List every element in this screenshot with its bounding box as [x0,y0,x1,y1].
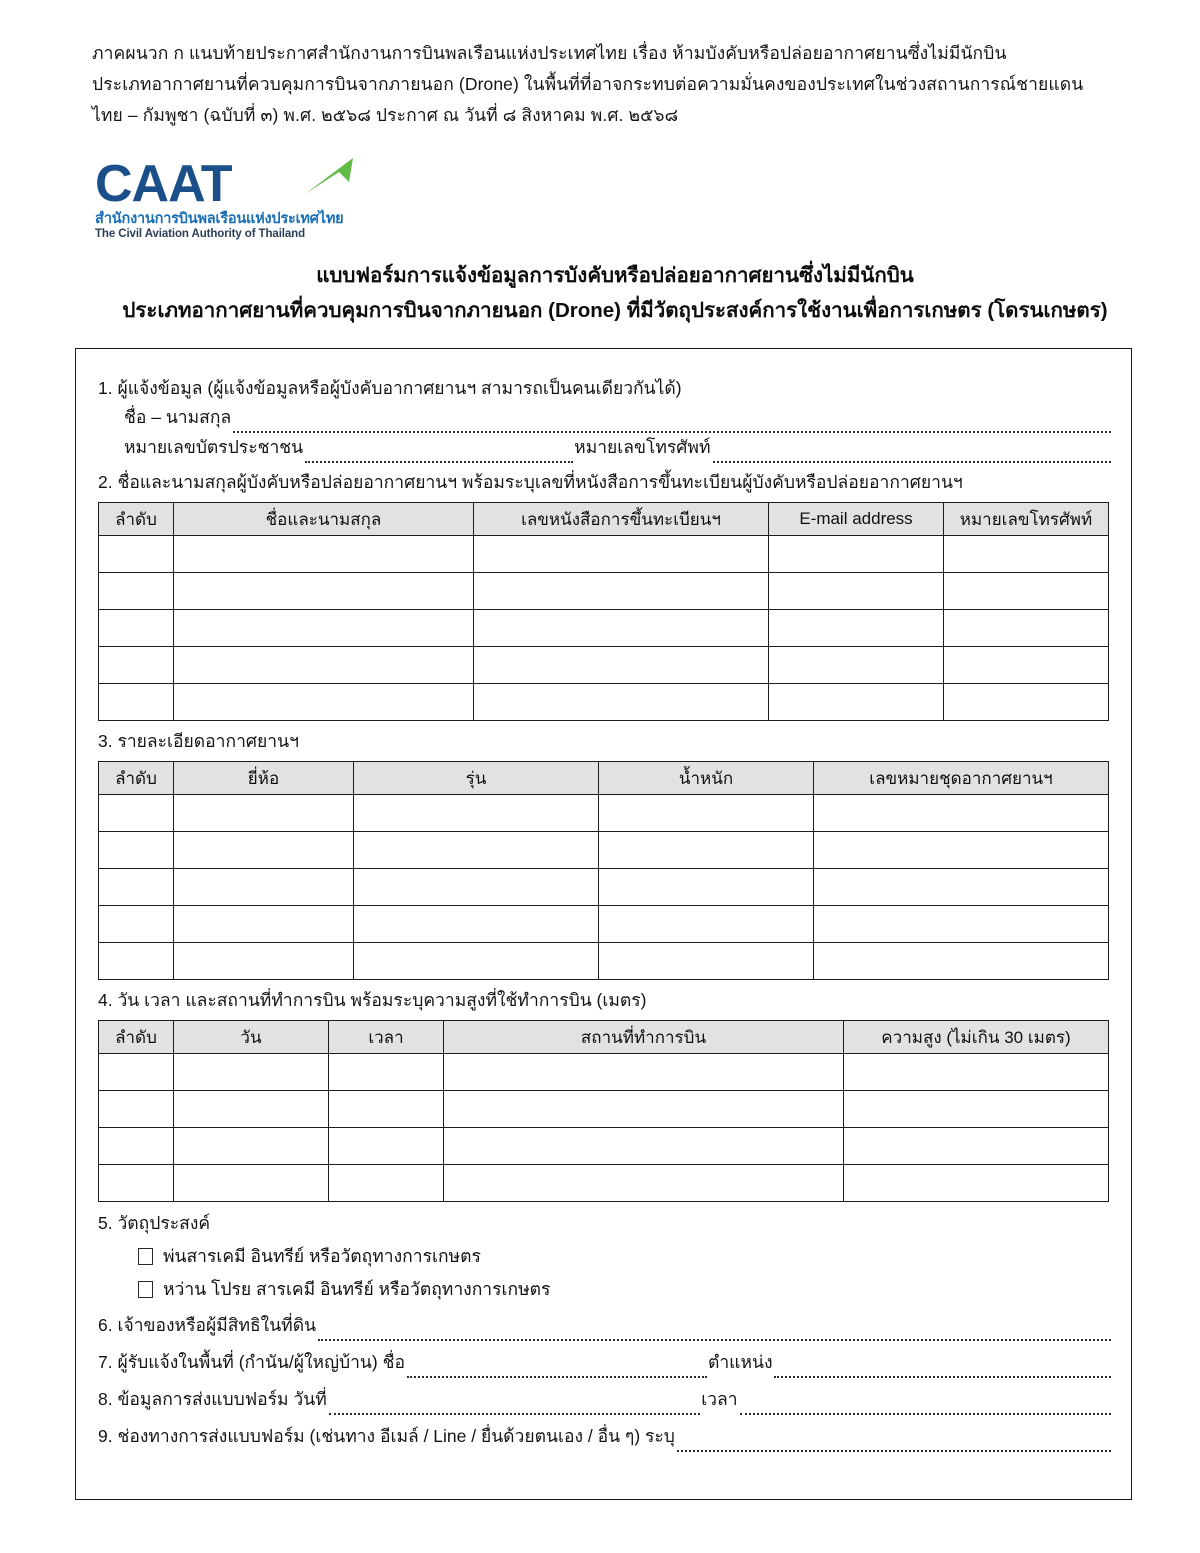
cell-registration-number[interactable] [474,573,769,610]
flight-table-body [99,1054,1109,1202]
cell-phone[interactable] [944,610,1109,647]
table-row [99,943,1109,980]
table-row [99,1091,1109,1128]
cell-time[interactable] [329,1128,444,1165]
aircraft-details-table [98,761,1109,980]
logo-english-name: The Civil Aviation Authority of Thailand [95,228,306,240]
section-1-heading: 1. ผู้แจ้งข้อมูล (ผู้แจ้งข้อมูลหรือผู้บังคับอากาศยานฯ สามารถเป็นคนเดียวกันได้) [98,378,682,398]
cell-phone[interactable] [944,647,1109,684]
flight-table-header-row [99,1021,1109,1054]
cell-seq[interactable] [99,610,174,647]
table-row [99,832,1109,869]
cell-weight[interactable] [599,943,814,980]
purpose-option-spread[interactable] [98,1274,1112,1304]
submission-time-label: เวลา [701,1389,738,1409]
cell-email[interactable] [769,573,944,610]
submission-date-label: 8. ข้อมูลการส่งแบบฟอร์ม วันที่ [98,1389,327,1409]
cell-seq[interactable] [99,906,174,943]
cell-seq[interactable] [99,573,174,610]
cell-weight[interactable] [599,795,814,832]
aircraft-table-header-row [99,762,1109,795]
cell-seq[interactable] [99,795,174,832]
checkbox-icon[interactable] [138,1281,153,1298]
cell-time[interactable] [329,1091,444,1128]
local-receiver-position-label: ตำแหน่ง [707,1352,773,1372]
table-row [99,906,1109,943]
col-phone: หมายเลขโทรศัพท์ [944,503,1109,536]
national-id-input-line[interactable] [305,448,573,463]
cell-location[interactable] [444,1165,844,1202]
cell-model[interactable] [354,943,599,980]
submission-channel-label: 9. ช่องทางการส่งแบบฟอร์ม (เช่นทาง อีเมล์ / Line / ยื่นด้วยตนเอง / อื่น ๆ) ระบุ [98,1426,675,1446]
cell-registration-number[interactable] [474,647,769,684]
submission-channel-input-line[interactable] [677,1437,1111,1452]
local-receiver-label: 7. ผู้รับแจ้งในพื้นที่ (กำนัน/ผู้ใหญ่บ้าน) ชื่อ [98,1352,405,1372]
col-seq: ลำดับ [99,503,174,536]
section-7-row [98,1348,1112,1378]
national-id-label: หมายเลขบัตรประชาชน [124,437,304,457]
name-label: ชื่อ – นามสกุล [124,407,232,427]
cell-model[interactable] [354,906,599,943]
section-6-row [98,1311,1112,1341]
cell-seq[interactable] [99,869,174,906]
col-time: เวลา [329,1021,444,1054]
cell-seq[interactable] [99,1091,174,1128]
col-email: E-mail address [769,503,944,536]
cell-date[interactable] [174,1091,329,1128]
cell-seq[interactable] [99,647,174,684]
form-title-line-2: ประเภทอากาศยานที่ควบคุมการบินจากภายนอก (Drone) ที่มีวัตถุประสงค์การใช้งานเพื่อการเกษตร (โดรนเกษตร) [122,299,1108,322]
cell-weight[interactable] [599,906,814,943]
cell-brand[interactable] [174,869,354,906]
cell-seq[interactable] [99,1128,174,1165]
document-header-paragraph [92,38,1147,131]
cell-fullname[interactable] [174,536,474,573]
cell-brand[interactable] [174,943,354,980]
landowner-label: 6. เจ้าของหรือผู้มีสิทธิในที่ดิน [98,1315,317,1335]
cell-fullname[interactable] [174,610,474,647]
form-title-line-1: แบบฟอร์มการแจ้งข้อมูลการบังคับหรือปล่อยอากาศยานซึ่งไม่มีนักบิน [316,264,914,287]
logo-acronym-text: CAAT [95,155,232,213]
cell-fullname[interactable] [174,647,474,684]
submission-time-input-line[interactable] [740,1400,1111,1415]
cell-fullname[interactable] [174,573,474,610]
operators-table [98,502,1109,721]
cell-serial-number[interactable] [814,943,1109,980]
col-date: วัน [174,1021,329,1054]
table-row [99,536,1109,573]
section-5-heading: 5. วัตถุประสงค์ [98,1213,211,1233]
local-receiver-name-input-line[interactable] [407,1363,707,1378]
local-receiver-position-input-line[interactable] [774,1363,1111,1378]
table-row [99,610,1109,647]
cell-model[interactable] [354,795,599,832]
aircraft-table-body [99,795,1109,980]
cell-serial-number[interactable] [814,906,1109,943]
logo-thai-name: สำนักงานการบินพลเรือนแห่งประเทศไทย [95,211,344,227]
section-1-id-phone-row [98,433,1112,463]
cell-altitude[interactable] [844,1054,1109,1091]
form-title [80,258,1150,328]
purpose-option-spread-label: หว่าน โปรย สารเคมี อินทรีย์ หรือวัตถุทางการเกษตร [163,1279,551,1299]
cell-time[interactable] [329,1165,444,1202]
col-fullname: ชื่อและนามสกุล [174,503,474,536]
col-serial-number: เลขหมายชุดอากาศยานฯ [814,762,1109,795]
cell-serial-number[interactable] [814,869,1109,906]
cell-altitude[interactable] [844,1165,1109,1202]
cell-brand[interactable] [174,832,354,869]
purpose-option-spray[interactable] [98,1241,1112,1271]
table-row [99,684,1109,721]
cell-time[interactable] [329,1054,444,1091]
cell-fullname[interactable] [174,684,474,721]
cell-email[interactable] [769,536,944,573]
cell-phone[interactable] [944,684,1109,721]
cell-seq[interactable] [99,684,174,721]
cell-brand[interactable] [174,906,354,943]
col-seq: ลำดับ [99,1021,174,1054]
cell-date[interactable] [174,1165,329,1202]
operators-table-header-row [99,503,1109,536]
checkbox-icon[interactable] [138,1248,153,1265]
section-3-heading: 3. รายละเอียดอากาศยานฯ [98,731,299,751]
phone-label: หมายเลขโทรศัพท์ [574,437,711,457]
cell-altitude[interactable] [844,1091,1109,1128]
section-1-name-row [98,403,1112,433]
form-body-frame [75,348,1132,1500]
cell-brand[interactable] [174,795,354,832]
table-row [99,1128,1109,1165]
name-input-line[interactable] [233,418,1111,433]
submission-date-input-line[interactable] [329,1400,700,1415]
cell-location[interactable] [444,1128,844,1165]
table-row [99,647,1109,684]
purpose-option-spray-label: พ่นสารเคมี อินทรีย์ หรือวัตถุทางการเกษตร [163,1246,481,1266]
cell-email[interactable] [769,684,944,721]
cell-date[interactable] [174,1128,329,1165]
col-model: รุ่น [354,762,599,795]
form-content [98,373,1112,1452]
cell-seq[interactable] [99,1054,174,1091]
phone-input-line[interactable] [713,448,1112,463]
operators-table-body [99,536,1109,721]
cell-model[interactable] [354,869,599,906]
header-line-1: ภาคผนวก ก แนบท้ายประกาศสำนักงานการบินพลเรือนแห่งประเทศไทย เรื่อง ห้ามบังคับหรือปล่อยอากาศยานซึ่งไม่มีนักบิน [92,43,1007,63]
cell-seq[interactable] [99,943,174,980]
cell-seq[interactable] [99,1165,174,1202]
col-brand: ยี่ห้อ [174,762,354,795]
col-seq: ลำดับ [99,762,174,795]
table-row [99,1165,1109,1202]
caat-logo [95,155,345,240]
flight-schedule-table [98,1020,1109,1202]
table-row [99,869,1109,906]
cell-registration-number[interactable] [474,684,769,721]
cell-serial-number[interactable] [814,795,1109,832]
cell-location[interactable] [444,1091,844,1128]
landowner-input-line[interactable] [318,1326,1111,1341]
col-registration-number: เลขหนังสือการขึ้นทะเบียนฯ [474,503,769,536]
cell-email[interactable] [769,647,944,684]
cell-altitude[interactable] [844,1128,1109,1165]
header-line-2: ประเภทอากาศยานที่ควบคุมการบินจากภายนอก (Drone) ในพื้นที่ที่อาจกระทบต่อความมั่นคงของประเทศในช่วงสถานการณ์ชายแดน [92,74,1084,94]
section-4-heading: 4. วัน เวลา และสถานที่ทำการบิน พร้อมระบุความสูงที่ใช้ทำการบิน (เมตร) [98,990,647,1010]
cell-registration-number[interactable] [474,536,769,573]
col-weight: น้ำหนัก [599,762,814,795]
cell-location[interactable] [444,1054,844,1091]
cell-serial-number[interactable] [814,832,1109,869]
section-8-row [98,1385,1112,1415]
col-altitude: ความสูง (ไม่เกิน 30 เมตร) [844,1021,1109,1054]
header-line-3: ไทย – กัมพูชา (ฉบับที่ ๓) พ.ศ. ๒๕๖๘ ประกาศ ณ วันที่ ๘ สิงหาคม พ.ศ. ๒๕๖๘ [92,105,679,125]
table-row [99,795,1109,832]
col-location: สถานที่ทำการบิน [444,1021,844,1054]
cell-email[interactable] [769,610,944,647]
cell-seq[interactable] [99,536,174,573]
cell-date[interactable] [174,1054,329,1091]
section-9-row [98,1422,1112,1452]
cell-phone[interactable] [944,573,1109,610]
cell-registration-number[interactable] [474,610,769,647]
logo-wordmark-row [95,155,345,213]
section-2-heading: 2. ชื่อและนามสกุลผู้บังคับหรือปล่อยอากาศยานฯ พร้อมระบุเลขที่หนังสือการขึ้นทะเบียนผู้บังคับหรือปล่อยอากาศยานฯ [98,472,963,492]
cell-seq[interactable] [99,832,174,869]
cell-weight[interactable] [599,832,814,869]
cell-weight[interactable] [599,869,814,906]
table-row [99,573,1109,610]
swoosh-icon [299,156,355,196]
table-row [99,1054,1109,1091]
cell-model[interactable] [354,832,599,869]
cell-phone[interactable] [944,536,1109,573]
